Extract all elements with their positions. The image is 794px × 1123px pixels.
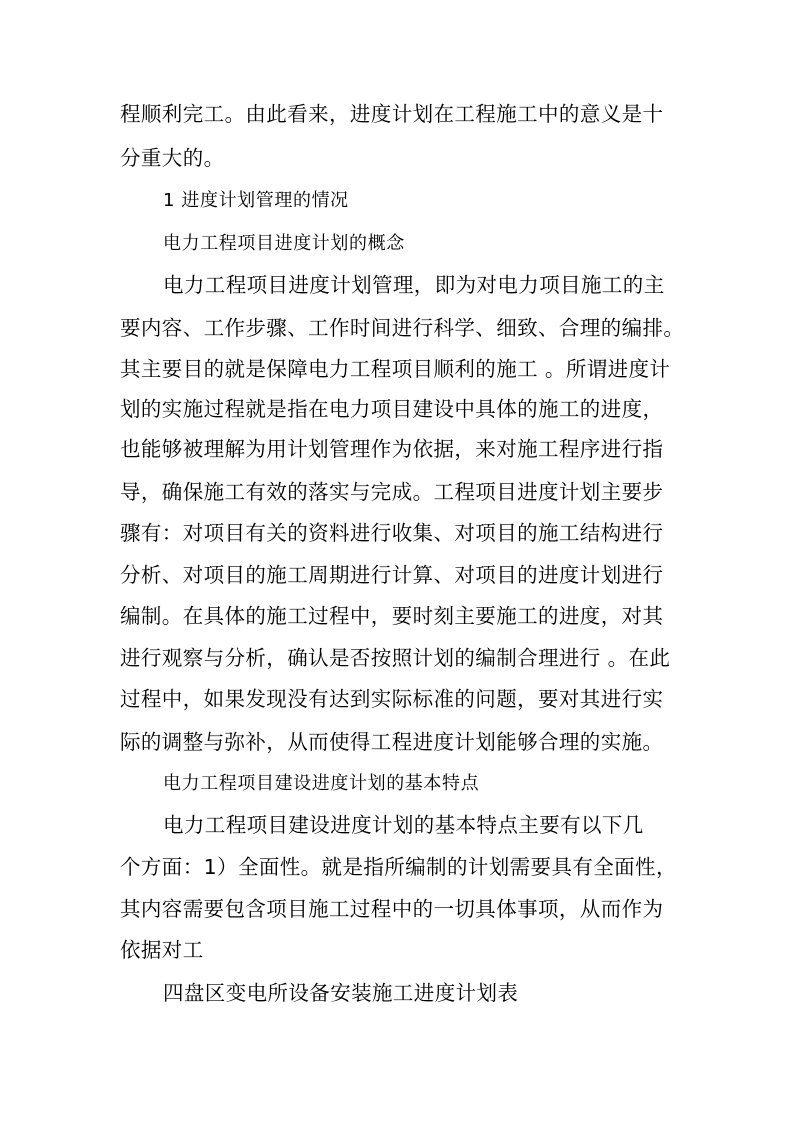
table-caption: 四盘区变电所设备安装施工进度计划表 [163, 981, 519, 1005]
paragraph-line: 其内容需要包含项目施工过程中的一切具体事项，从而作为 [120, 897, 664, 921]
paragraph-line: 也能够被理解为用计划管理作为依据，来对施工程序进行指 [120, 437, 664, 461]
paragraph-line: 其主要目的就是保障电力工程项目顺利的施工 。所谓进度计 [120, 357, 671, 381]
paragraph-line: 划的实施过程就是指在电力项目建设中具体的施工的进度， [120, 397, 664, 421]
paragraph-line: 导，确保施工有效的落实与完成。工程项目进度计划主要步 [120, 480, 664, 504]
subsection-heading: 电力工程项目建设进度计划的基本特点 [163, 773, 480, 794]
paragraph-line: 际的调整与弥补，从而使得工程进度计划能够合理的实施。 [120, 730, 664, 754]
paragraph-line: 分重大的。 [120, 146, 225, 170]
paragraph-line: 电力工程项目进度计划管理，即为对电力项目施工的主 [163, 273, 665, 297]
paragraph-line: 要内容、工作步骤、工作时间进行科学、细致、合理的编排。 [120, 316, 685, 340]
paragraph-line: 依据对工 [120, 938, 204, 962]
paragraph-line: 编制。在具体的施工过程中，要时刻主要施工的进度，对其 [120, 604, 664, 628]
subsection-heading: 电力工程项目进度计划的概念 [163, 233, 405, 254]
paragraph-line: 个方面：1）全面性。就是指所编制的计划需要具有全面性， [120, 855, 677, 879]
paragraph-line: 过程中，如果发现没有达到实际标准的问题，要对其进行实 [120, 687, 664, 711]
section-heading: 1 进度计划管理的情况 [163, 190, 349, 211]
paragraph-line: 程顺利完工。由此看来，进度计划在工程施工中的意义是十 [120, 102, 664, 126]
paragraph-line: 骤有：对项目有关的资料进行收集、对项目的施工结构进行 [120, 521, 664, 545]
paragraph-line: 电力工程项目建设进度计划的基本特点主要有以下几 [163, 813, 644, 837]
paragraph-line: 分析、对项目的施工周期进行计算、对项目的进度计划进行 [120, 563, 664, 587]
paragraph-line: 进行观察与分析，确认是否按照计划的编制合理进行 。在此 [120, 646, 671, 670]
